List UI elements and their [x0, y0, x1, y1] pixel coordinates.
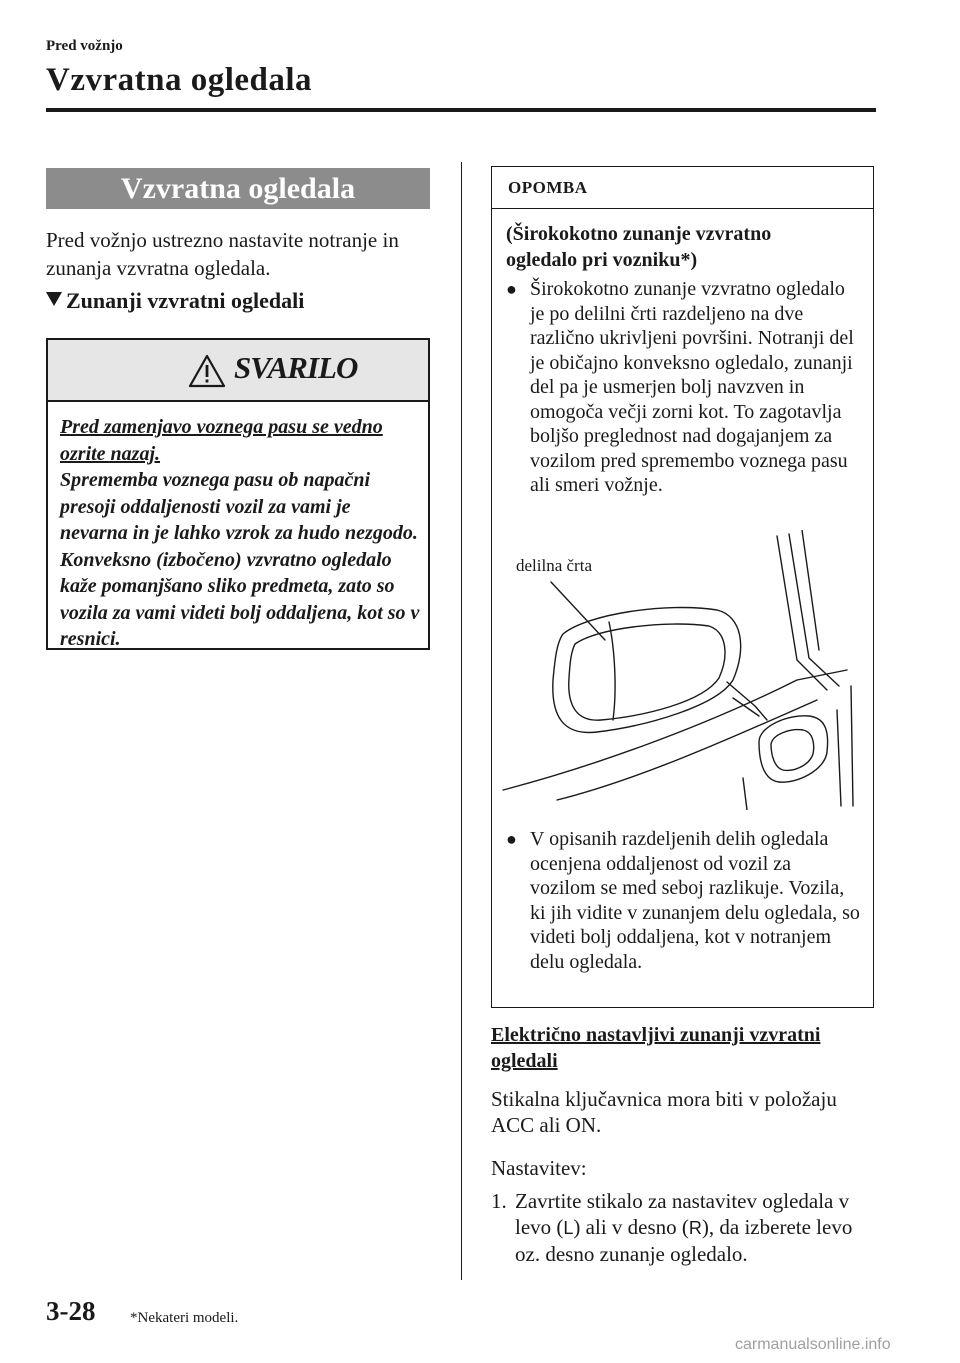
watermark: carmanualsonline.info	[735, 1336, 891, 1353]
bullet-text: Širokokotno zunanje vzvratno ogledalo je po delilni črti razdeljeno na dve različno ukrivljeni površini. Notranji del je običajno konveksno ogledalo, zunanji del pa je usmerjen bolj navzven in omogoča večji zorni kot. To zagotavlja boljšo preglednost nad dogajanjem za vozilom pred spremembo voznega pasu ali smeri vožnje.	[530, 278, 854, 496]
figure-label-dividing-line: delilna črta	[516, 556, 592, 575]
warning-triangle-icon	[188, 354, 226, 388]
warning-lead: Pred zamenjavo voznega pasu se vedno ozrite nazaj.	[60, 416, 383, 465]
warning-box	[46, 338, 430, 650]
header-rule	[46, 108, 876, 112]
step-text-part: ) ali v desno (	[573, 1215, 689, 1239]
step-text-part: ), da izberete levo oz. desno zunanje ogledalo.	[515, 1215, 853, 1266]
step-text	[515, 1188, 871, 1267]
bullet-dot-icon: ●	[506, 279, 517, 299]
triangle-marker-icon	[46, 292, 62, 306]
bullet-dot-icon: ●	[506, 829, 517, 849]
warning-header	[48, 340, 428, 402]
footnote: *Nekateri modeli.	[130, 1310, 239, 1326]
warning-text: Sprememba voznega pasu ob napačni presoji oddaljenosti vozil za vami je nevarna in je lahko vzrok za hudo nezgodo. Konveksno (izbočeno) vzvratno ogledalo kaže pomanjšano sliko predmeta, zato so vozila za vami videti bolj oddaljena, kot so v resnici.	[60, 469, 420, 650]
intro-paragraph: Pred vožnjo ustrezno nastavite notranje in zunanja vzvratna ogledala.	[46, 228, 399, 280]
note-header	[492, 167, 873, 209]
subheading-outside-mirrors	[46, 288, 304, 314]
warning-title: SVARILO	[234, 350, 358, 385]
adjustment-label: Nastavitev:	[491, 1156, 587, 1180]
note-label: OPOMBA	[508, 178, 588, 197]
key-r: R	[688, 1218, 702, 1238]
electric-mirrors-heading: Električno nastavljivi zunanji vzvratni ogledali	[491, 1024, 821, 1072]
key-l: L	[563, 1218, 574, 1238]
column-divider	[461, 162, 462, 1280]
bullet-text: V opisanih razdeljenih delih ogledala ocenjena oddaljenost od vozil za vozilom se med seboj razlikuje. Vozila, ki jih vidite v zunanjem delu ogledala, so videti bolj oddaljena, kot v notranjem delu ogledala.	[530, 828, 860, 973]
section-label: Pred vožnjo	[46, 38, 123, 54]
page-title: Vzvratna ogledala	[46, 62, 313, 98]
step-text-part: Zavrtite stikalo za nastavitev ogledala v levo (	[515, 1189, 850, 1239]
subheading-text: Zunanji vzvratni ogledali	[66, 288, 305, 313]
step-number: 1.	[491, 1189, 507, 1213]
section-banner: Vzvratna ogledala	[46, 168, 430, 209]
ignition-paragraph: Stikalna ključavnica mora biti v položaju ACC ali ON.	[491, 1087, 837, 1137]
note-subheading: (Širokokotno zunanje vzvratno ogledalo pri vozniku*)	[506, 223, 772, 271]
page-number: 3-28	[46, 1296, 96, 1326]
warning-body	[60, 414, 420, 653]
